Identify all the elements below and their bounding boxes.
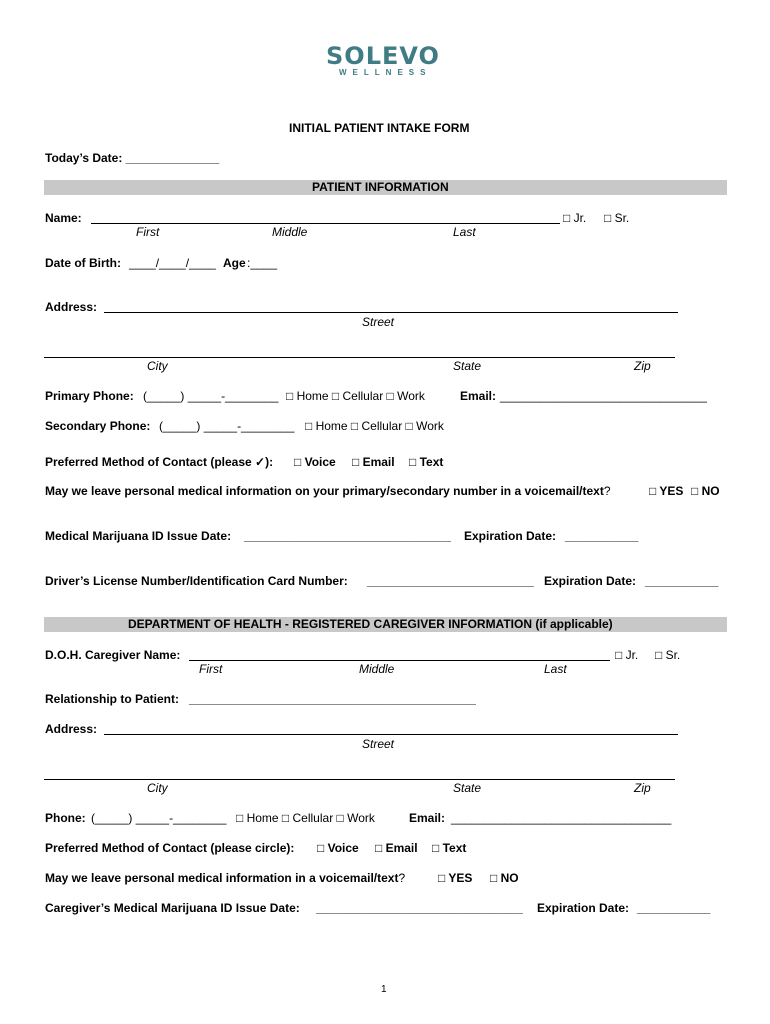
name-middle-caption: Middle (272, 225, 308, 239)
solevo-logo (320, 40, 450, 80)
voicemail-no-checkbox[interactable]: □ NO (691, 484, 720, 498)
caregiver-suffix-jr-checkbox[interactable]: □ Jr. (615, 648, 639, 662)
logo-wordmark: SOLEVO (326, 42, 440, 70)
name-last-caption: Last (453, 225, 476, 239)
caregiver-mmj-expiration-label: Expiration Date: (537, 901, 630, 915)
caregiver-contact-label: Preferred Method of Contact (please circle): (45, 841, 295, 855)
caregiver-voicemail-question-text: May we leave personal medical information in a voicemail/text (45, 871, 399, 885)
license-expiration-label: Expiration Date: (544, 574, 637, 588)
suffix-sr-checkbox[interactable]: □ Sr. (604, 211, 630, 225)
contact-voice-checkbox[interactable]: □ Voice (294, 455, 336, 469)
street-input-line[interactable] (104, 312, 678, 313)
caregiver-voicemail-question-mark: ? (398, 871, 406, 885)
city-state-zip-input-line[interactable] (44, 357, 675, 358)
caregiver-city-state-zip-input-line[interactable] (44, 779, 675, 780)
caregiver-city-caption: City (147, 781, 168, 795)
caregiver-mmj-issue-date-field[interactable]: _______________________________ (316, 901, 523, 915)
zip-caption: Zip (634, 359, 651, 373)
form-title: INITIAL PATIENT INTAKE FORM (289, 121, 470, 135)
primary-phone-type-options[interactable]: □ Home □ Cellular □ Work (286, 389, 425, 403)
name-label: Name: (45, 211, 82, 225)
mmj-issue-date-field[interactable]: _______________________________ (244, 529, 451, 543)
caregiver-contact-email-checkbox[interactable]: □ Email (375, 841, 418, 855)
email-field[interactable]: _______________________________ (500, 389, 707, 403)
mmj-expiration-label: Expiration Date: (464, 529, 557, 543)
section-header-caregiver (44, 617, 727, 632)
caregiver-street-input-line[interactable] (104, 734, 678, 735)
contact-text-checkbox[interactable]: □ Text (409, 455, 444, 469)
caregiver-contact-voice-checkbox[interactable]: □ Voice (317, 841, 359, 855)
page-number: 1 (381, 984, 387, 995)
secondary-phone-type-options[interactable]: □ Home □ Cellular □ Work (305, 419, 444, 433)
caregiver-email-field[interactable]: _________________________________ (451, 811, 672, 825)
name-first-caption: First (136, 225, 160, 239)
drivers-license-label: Driver’s License Number/Identification Card Number: (45, 574, 348, 588)
street-caption: Street (362, 315, 395, 329)
caregiver-first-caption: First (199, 662, 223, 676)
mmj-expiration-field[interactable]: ___________ (565, 529, 639, 543)
primary-phone-field[interactable]: (_____) _____-________ (143, 389, 279, 403)
relationship-field[interactable]: ___________________________________________ (189, 692, 476, 706)
secondary-phone-field[interactable]: (_____) _____-________ (159, 419, 295, 433)
caregiver-zip-caption: Zip (634, 781, 651, 795)
caregiver-last-caption: Last (544, 662, 567, 676)
email-label: Email: (460, 389, 497, 403)
mmj-issue-date-label: Medical Marijuana ID Issue Date: (45, 529, 232, 543)
contact-email-checkbox[interactable]: □ Email (352, 455, 395, 469)
caregiver-state-caption: State (453, 781, 482, 795)
caregiver-address-label: Address: (45, 722, 98, 736)
state-caption: State (453, 359, 482, 373)
caregiver-mmj-issue-date-label: Caregiver’s Medical Marijuana ID Issue Date: (45, 901, 300, 915)
caregiver-phone-field[interactable]: (_____) _____-________ (91, 811, 227, 825)
voicemail-question-text: May we leave personal medical information on your primary/secondary number in a voicemail/text (45, 484, 604, 498)
caregiver-middle-caption: Middle (359, 662, 395, 676)
caregiver-name-input-line[interactable] (189, 660, 610, 661)
section-title-caregiver: DEPARTMENT OF HEALTH - REGISTERED CAREGIVER INFORMATION (if applicable) (128, 617, 613, 631)
suffix-jr-checkbox[interactable]: □ Jr. (563, 211, 587, 225)
primary-phone-label: Primary Phone: (45, 389, 134, 403)
secondary-phone-label: Secondary Phone: (45, 419, 151, 433)
address-label: Address: (45, 300, 98, 314)
voicemail-yes-checkbox[interactable]: □ YES (649, 484, 684, 498)
caregiver-street-caption: Street (362, 737, 395, 751)
dob-label: Date of Birth: (45, 256, 121, 270)
drivers-license-field[interactable]: _________________________ (367, 574, 534, 588)
caregiver-email-label: Email: (409, 811, 446, 825)
caregiver-voicemail-yes-checkbox[interactable]: □ YES (438, 871, 473, 885)
caregiver-name-label: D.O.H. Caregiver Name: (45, 648, 181, 662)
caregiver-voicemail-no-checkbox[interactable]: □ NO (490, 871, 519, 885)
caregiver-suffix-sr-checkbox[interactable]: □ Sr. (655, 648, 681, 662)
age-field[interactable]: :____ (247, 256, 278, 270)
caregiver-voicemail-question (45, 871, 405, 885)
caregiver-phone-label: Phone: (45, 811, 86, 825)
section-title-patient: PATIENT INFORMATION (312, 180, 449, 194)
relationship-label: Relationship to Patient: (45, 692, 180, 706)
caregiver-contact-text-checkbox[interactable]: □ Text (432, 841, 467, 855)
name-input-line[interactable] (91, 223, 560, 224)
caregiver-mmj-expiration-field[interactable]: ___________ (637, 901, 711, 915)
city-caption: City (147, 359, 168, 373)
voicemail-question (45, 484, 611, 498)
todays-date-field[interactable]: Today’s Date: ______________ (45, 151, 220, 165)
caregiver-phone-type-options[interactable]: □ Home □ Cellular □ Work (236, 811, 375, 825)
voicemail-question-mark: ? (603, 484, 611, 498)
section-header-patient (44, 180, 727, 195)
preferred-contact-label: Preferred Method of Contact (please ✓): (45, 455, 274, 469)
age-label: Age (223, 256, 246, 270)
license-expiration-field[interactable]: ___________ (645, 574, 719, 588)
logo-tagline: WELLNESS (339, 68, 432, 77)
dob-field[interactable]: ____/____/____ (129, 256, 216, 270)
